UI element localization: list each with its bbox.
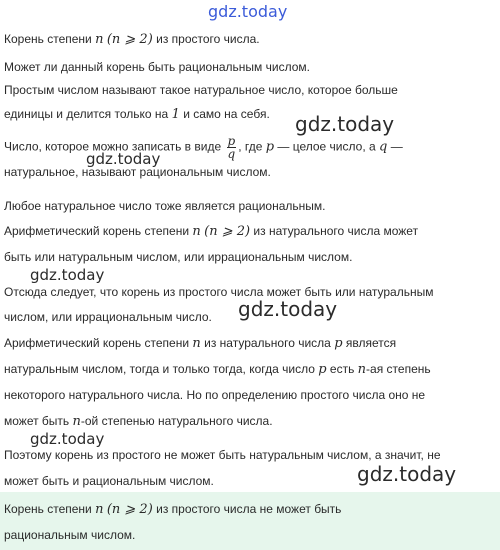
arith-root-line-2: быть или натуральным числом, или иррациональным числом.: [4, 250, 353, 264]
text: и само на себя.: [183, 107, 270, 121]
math-n-ge-2: (n ⩾ 2): [106, 502, 153, 517]
theorem-line-3: некоторого натурального числа. Но по определению простого числа оно не: [4, 388, 426, 402]
conclusion-line-1: Отсюда следует, что корень из простого числа может быть или натуральным: [4, 285, 434, 299]
text: , где: [238, 139, 263, 154]
math-p: p: [265, 139, 275, 155]
text: Арифметический корень степени: [4, 224, 190, 238]
conclusion-box-line-1: [4, 502, 341, 517]
definition-prime-line-2: [4, 107, 270, 122]
text: Арифметический корень степени: [4, 336, 190, 350]
arith-root-line-1: [4, 224, 418, 239]
question-line: Может ли данный корень быть рациональным числом.: [4, 60, 310, 74]
watermark: gdz.today: [86, 150, 161, 168]
definition-rational-line-1: [4, 135, 403, 160]
math-n: n: [72, 414, 81, 429]
text: натуральным числом, тогда и только тогда, когда число: [4, 362, 315, 376]
watermark: gdz.today: [238, 297, 338, 321]
conclusion-line-2: числом, или иррациональным число.: [4, 310, 212, 324]
watermark: gdz.today: [295, 112, 395, 136]
text: есть: [329, 362, 355, 376]
theorem-line-1: [4, 336, 396, 351]
text: -ой степенью натурального числа.: [80, 414, 273, 428]
text: из простого числа.: [156, 32, 260, 46]
conclusion-box-line-2: рациональным числом.: [4, 528, 136, 542]
denominator: q: [227, 147, 236, 161]
topic-line: [4, 32, 260, 47]
math-n: n: [95, 32, 104, 47]
watermark-top: gdz.today: [208, 2, 288, 21]
watermark: gdz.today: [30, 430, 105, 448]
math-q: q: [379, 139, 388, 155]
text: Число, которое можно записать в виде: [4, 139, 222, 154]
watermark: gdz.today: [30, 266, 105, 284]
math-n: n: [357, 362, 367, 377]
watermark: gdz.today: [357, 462, 457, 486]
math-p: p: [318, 362, 327, 377]
fraction-p-over-q: [227, 135, 237, 160]
math-n-ge-2: (n ⩾ 2): [204, 224, 251, 239]
math-n: n: [95, 502, 104, 517]
math-n-ge-2: (n ⩾ 2): [106, 32, 153, 47]
text: из натурального числа: [204, 336, 331, 350]
text: Корень степени: [4, 502, 92, 516]
theorem-line-4: [4, 414, 273, 429]
theorem-line-2: [4, 362, 431, 377]
text: — целое число, а: [277, 139, 376, 154]
text: из простого числа не может быть: [156, 502, 342, 516]
text: из натурального числа может: [253, 224, 419, 238]
text: может быть: [4, 414, 70, 428]
statement-line: Любое натуральное число тоже является рациональным.: [4, 199, 326, 213]
math-n: n: [192, 224, 201, 239]
math-n: n: [192, 336, 201, 351]
text: —: [390, 139, 403, 154]
text: является: [345, 336, 397, 350]
final-line-2: может быть и рациональным числом.: [4, 474, 214, 488]
final-line-1: Поэтому корень из простого не может быть натуральным числом, а значит, не: [4, 448, 441, 462]
text: единицы и делится только на: [4, 107, 169, 121]
text: -ая степень: [366, 362, 431, 376]
definition-prime-line-1: Простым числом называют такое натуральное число, которое больше: [4, 83, 398, 97]
math-one: 1: [171, 107, 180, 122]
math-p: p: [334, 336, 343, 351]
definition-rational-line-2: натуральное, называют рациональным числом.: [4, 165, 271, 179]
numerator: p: [227, 134, 236, 148]
text: Корень степени: [4, 32, 92, 46]
